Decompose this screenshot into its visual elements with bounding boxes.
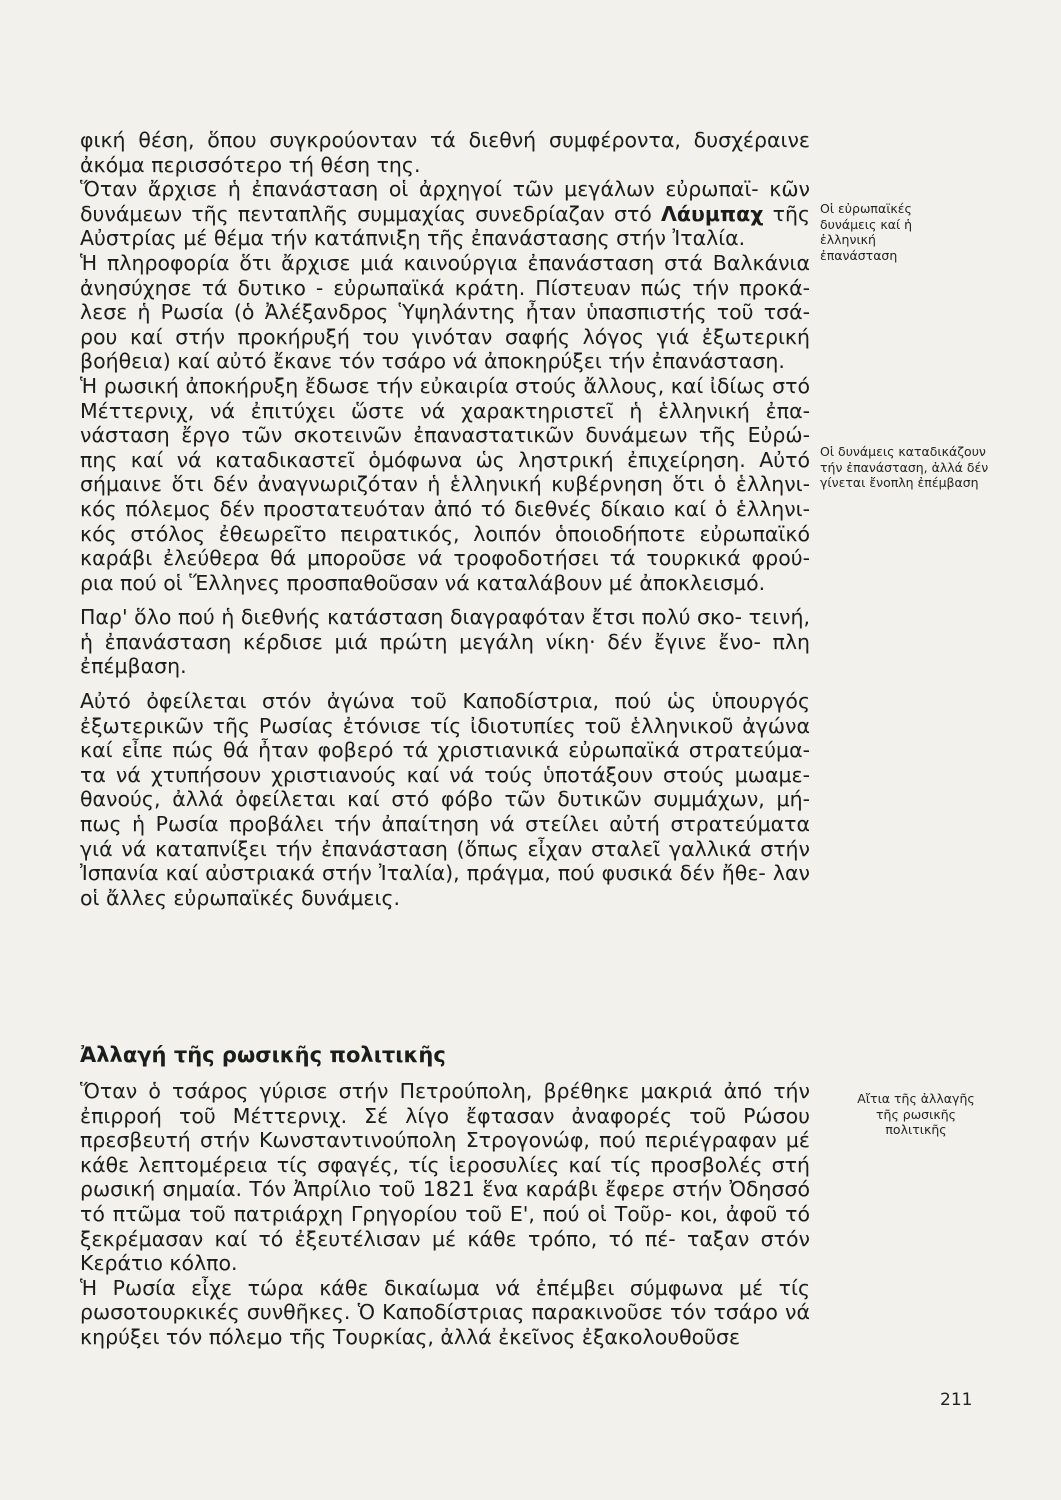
paragraph: φική θέση, ὅπου συγκρούονταν τά διεθνή συμφέροντα, δυσχέραινε ἀκόμα περισσότερο τή θέση της. [80,128,810,177]
paragraph: Αὐτό ὀφείλεται στόν ἀγώνα τοῦ Καποδίστρια, πού ὡς ὑπουργός ἐξωτερικῶν τῆς Ρωσίας ἐτόνισε τίς ἰδιοτυπίες τοῦ ἑλληνικοῦ ἀγώνα καί εἶπε πώς θά ἦταν φοβερό τά χριστιανικά εὐρωπαϊκά στρατεύμα- τα νά χτυπήσουν χριστιανούς καί νά τούς ὑποτάξουν στούς μωαμε- θανούς, ἀλλά ὀφείλεται καί στό φόβο τῶν δυτικῶν συμμάχων, μή- πως ἡ Ρωσία προβάλει τήν ἀπαίτηση νά στείλει αὐτή στρατεύματα γιά νά καταπνίξει τήν ἐπανάσταση (ὅπως εἶχαν σταλεῖ γαλλικά στήν Ἰσπανία καί αὐστριακά στήν Ἰταλία), πράγμα, πού φυσικά δέν ἤθε- λαν οἱ ἄλλες εὐρωπαϊκές δυνάμεις. [80,689,810,910]
margin-note: Αἴτια τῆς ἀλλαγῆς τῆς ρωσικῆς πολιτικῆς [857,1091,975,1137]
paragraph [80,177,810,251]
margin-note: Οἱ εὐρωπαϊκές δυνάμεις καί ἡ ἑλληνική ἐπανάσταση [820,201,913,263]
paragraph: Ἡ πληροφορία ὅτι ἄρχισε μιά καινούργια ἐπανάσταση στά Βαλκάνια ἀνησύχησε τά δυτικο - εὐρωπαϊκά κράτη. Πίστευαν πώς τήν προκά- λεσε ἡ Ρωσία (ὁ Ἀλέξανδρος Ὑψηλάντης ἦταν ὑπασπιστής τοῦ τσά- ρου καί στήν προκήρυξή του γινόταν σαφής λόγος γιά ἐξωτερική βοήθεια) καί αὐτό ἔκανε τόν τσάρο νά ἀποκηρύξει τήν ἐπανάσταση. [80,250,810,374]
section-text-column [80,1079,810,1350]
paragraph: Παρ' ὅλο πού ἡ διεθνής κατάσταση διαγραφόταν ἔτσι πολύ σκο- τεινή, ἡ ἐπανάσταση κέρδισε μιά πρώτη μεγάλη νίκη· δέν ἔγινε ἔνο- πλη ἐπέμβαση. [80,605,810,679]
bold-place-name: Λάυμπαχ [661,201,764,226]
paragraph: Ἡ Ρωσία εἶχε τώρα κάθε δικαίωμα νά ἐπέμβει σύμφωνα μέ τίς ρωσοτουρκικές συνθῆκες. Ὁ Καποδίστριας παρακινοῦσε τόν τσάρο νά κηρύξει τόν πόλεμο τῆς Τουρκίας, ἀλλά ἐκεῖνος ἐξακολουθοῦσε [80,1275,810,1349]
paragraph: Ὅταν ὁ τσάρος γύρισε στήν Πετρούπολη, βρέθηκε μακριά ἀπό τήν ἐπιρροή τοῦ Μέττερνιχ. Σέ λίγο ἔφτασαν ἀναφορές τοῦ Ρώσου πρεσβευτή στήν Κωνσταντινούπολη Στρογονώφ, πού περιέγραφαν μέ κάθε λεπτομέρεια τίς σφαγές, τίς ἱεροσυλίες καί τίς προσβολές στή ρωσική σημαία. Τόν Ἀπρίλιο τοῦ 1821 ἕνα καράβι ἔφερε στήν Ὀδησσό τό πτῶμα τοῦ πατριάρχη Γρηγορίου τοῦ Ε', πού οἱ Τοῦρ- κοι, ἀφοῦ τό ξεκρέμασαν καί τό ἐξευτέλισαν μέ κάθε τρόπο, τό πέ- ταξαν στόν Κεράτιο κόλπο. [80,1079,810,1276]
page-number: 211 [940,1390,973,1410]
paragraph-text: τῆς Αὐστρίας μέ θέμα τήν κατάπνιξη τῆς ἐπανάστασης στήν Ἰταλία. [80,201,810,251]
main-text-column [80,128,810,910]
paragraph: Ἡ ρωσική ἀποκήρυξη ἔδωσε τήν εὐκαιρία στούς ἄλλους, καί ἰδίως στό Μέττερνιχ, νά ἐπιτύχει ὥστε νά χαρακτηριστεῖ ἡ ἑλληνική ἐπα- νάσταση ἔργο τῶν σκοτεινῶν ἐπαναστατικῶν δυνάμεων τῆς Εὐρώ- πης καί νά καταδικαστεῖ ὁμόφωνα ὡς ληστρική ἐπιχείρηση. Αὐτό σήμαινε ὅτι δέν ἀναγνωριζόταν ἡ ἑλληνική κυβέρνηση ὅτι ὁ ἑλληνι- κός πόλεμος δέν προστατευόταν ἀπό τό διεθνές δίκαιο καί ὁ ἑλληνι- κός στόλος ἐθεωρεῖτο πειρατικός, λοιπόν ὁποιοδήποτε εὐρωπαϊκό καράβι ἐλεύθερα θά μποροῦσε νά τροφοδοτήσει τά τουρκικά φρού- ρια πού οἱ Ἕλληνες προσπαθοῦσαν νά καταλάβουν μέ ἀποκλεισμό. [80,373,810,595]
paragraph-text: Ὅταν ἄρχισε ἡ ἐπανάσταση οἱ ἀρχηγοί τῶν μεγάλων εὐρωπαϊ- κῶν δυνάμεων τῆς πενταπλῆς συμμαχίας συνεδρίαζαν στό [80,177,810,226]
section-heading: Ἀλλαγή τῆς ρωσικῆς πολιτικῆς [80,1043,446,1067]
margin-note: Οἱ δυνάμεις καταδικάζουν τήν ἐπανάσταση, ἀλλά δέν γίνεται ἔνοπλη ἐπέμβαση [820,444,989,490]
